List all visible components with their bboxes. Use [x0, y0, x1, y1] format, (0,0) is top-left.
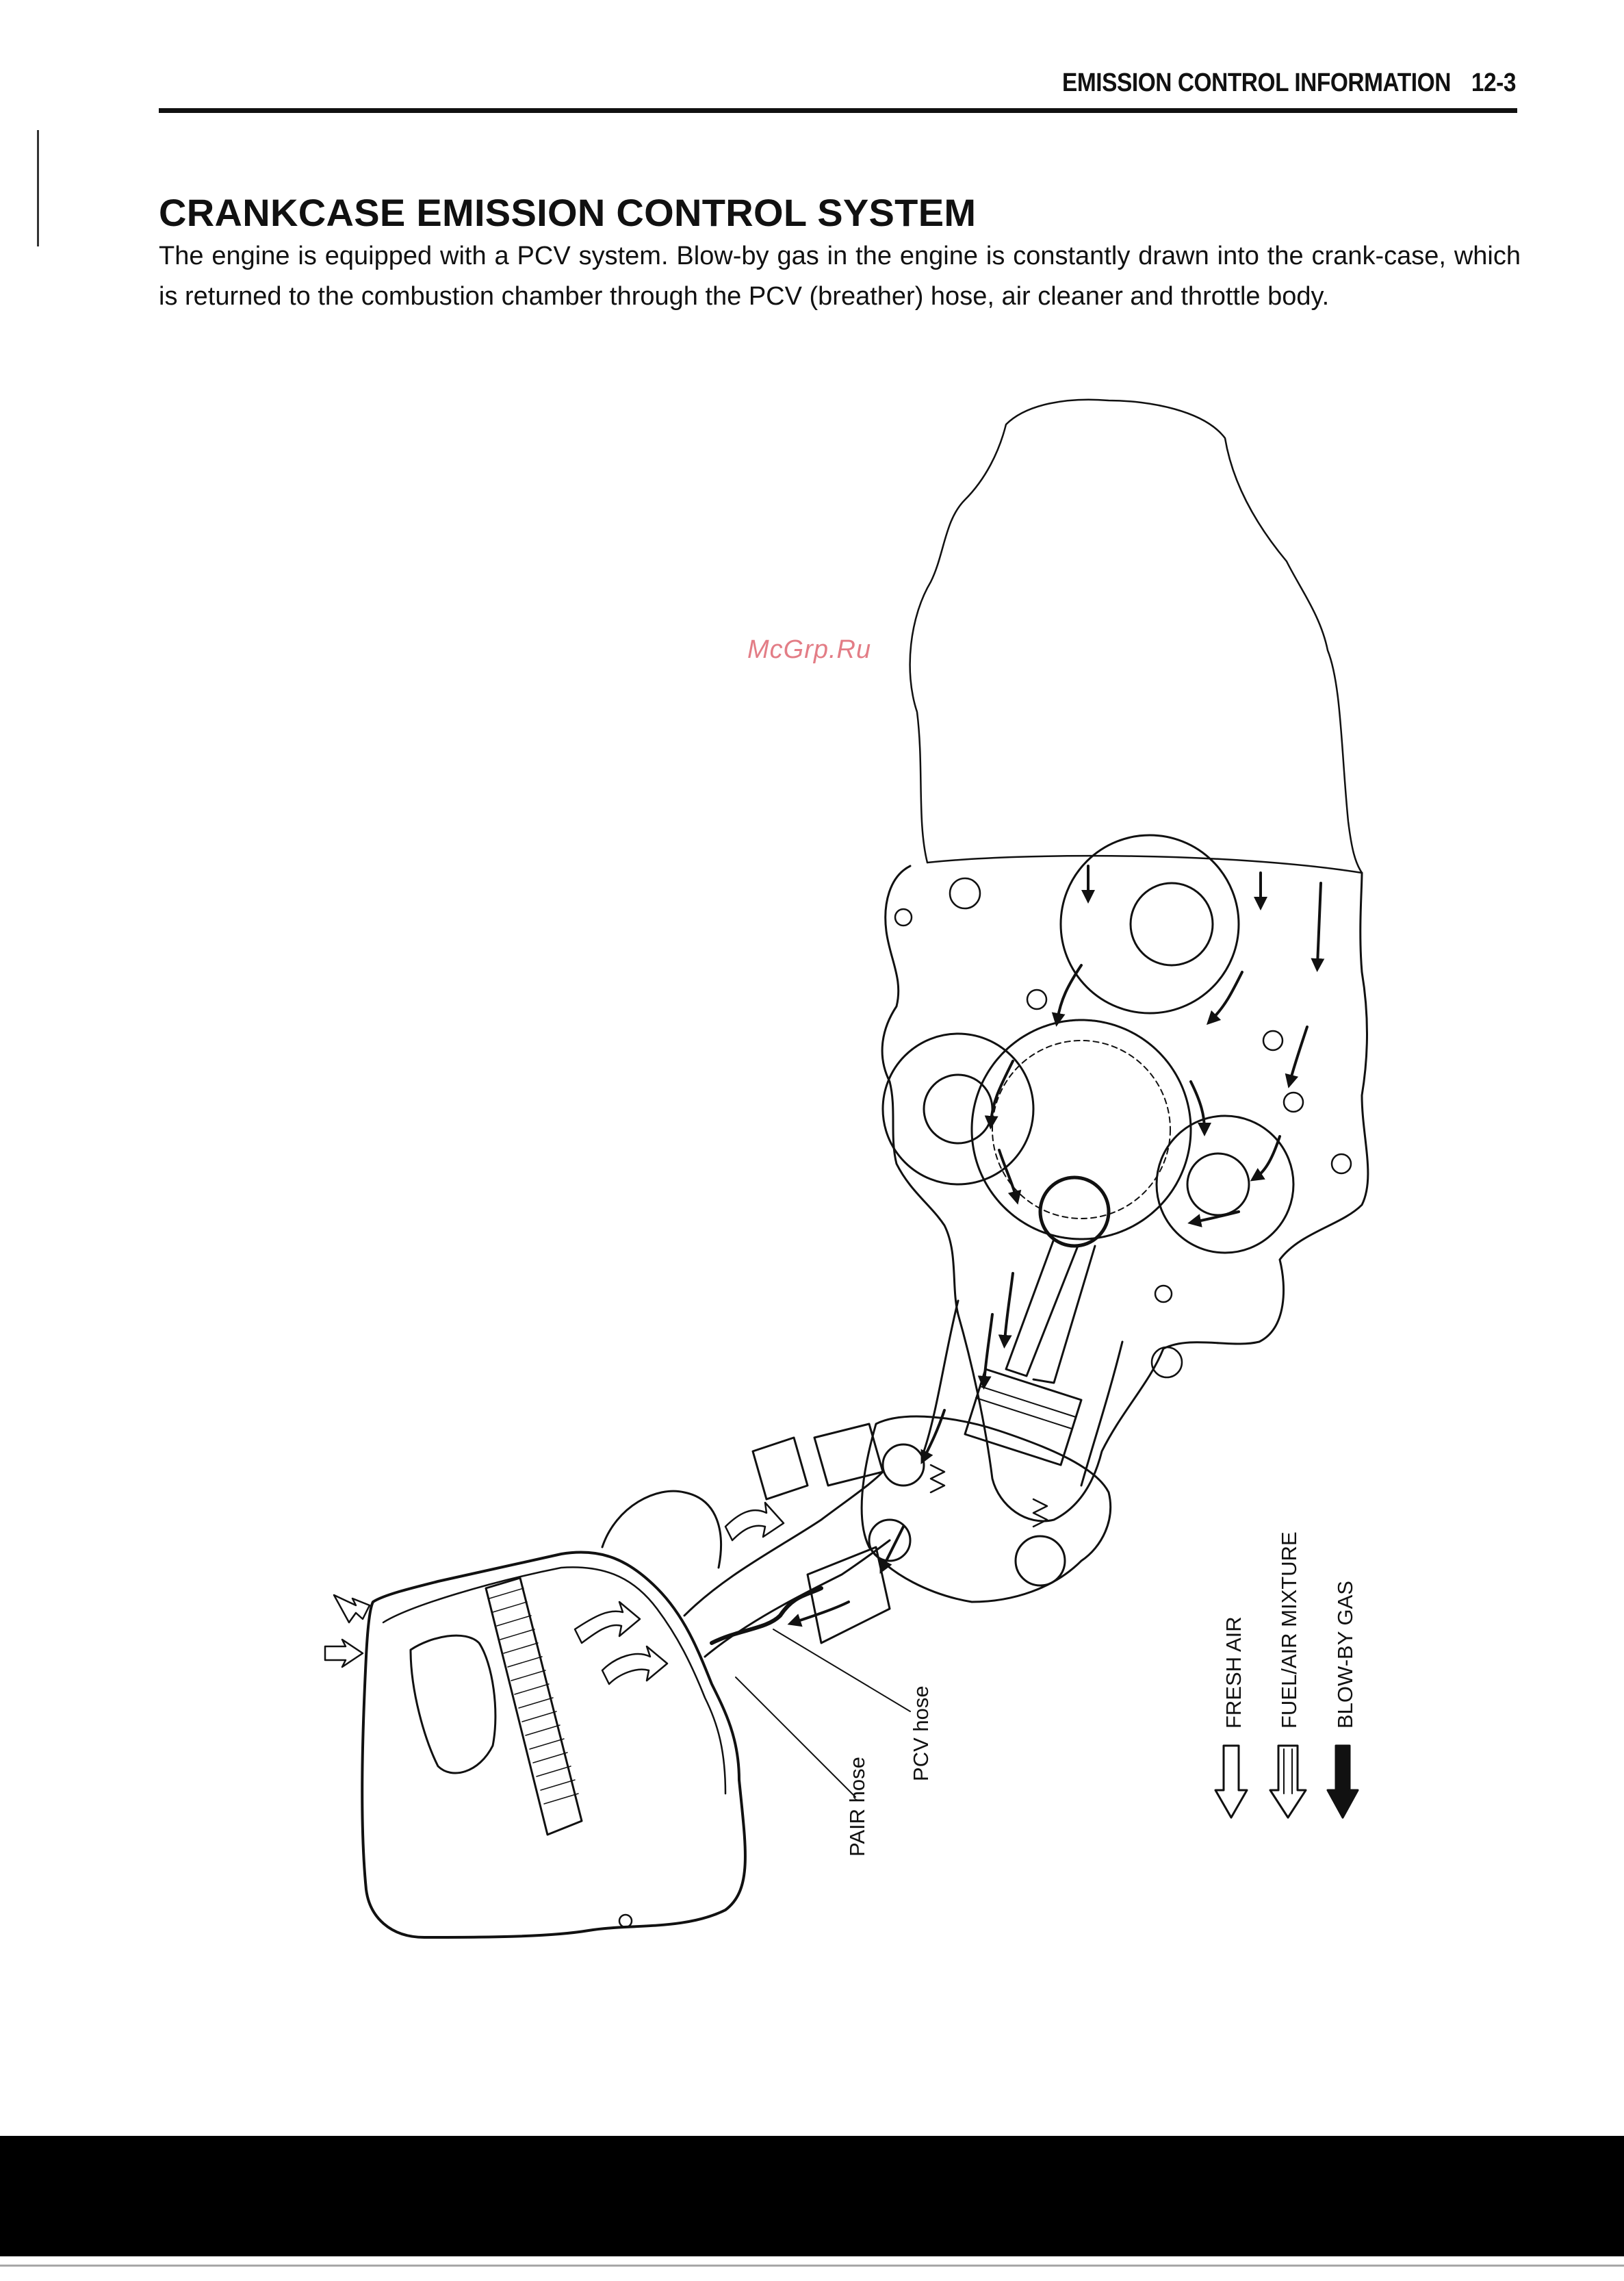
legend-fuel-air-label: FUEL/AIR MIXTURE	[1277, 1531, 1301, 1729]
bolt-boss-7	[1155, 1286, 1172, 1302]
connecting-rod	[1006, 1239, 1095, 1383]
bolt-boss-3	[1027, 990, 1046, 1009]
crank-web	[972, 1020, 1191, 1239]
cylinder-wall	[924, 1301, 1122, 1486]
section-title: EMISSION CONTROL INFORMATION	[1061, 68, 1451, 97]
blow-by-arrows	[794, 866, 1321, 1622]
section-heading: CRANKCASE EMISSION CONTROL SYSTEM	[159, 191, 977, 234]
bolt-boss-9	[1332, 1154, 1351, 1173]
pair-hose-label-group	[845, 1531, 1357, 1857]
drain-plug	[619, 1915, 632, 1927]
legend-fuel-air-arrow	[1270, 1746, 1306, 1818]
body-paragraph: The engine is equipped with a PCV system. Blow-by gas in the engine is constantly drawn into the crank-case, which is returned to the combustion chamber through the PCV (breather) hose, air cleaner and throttle body.	[159, 242, 1521, 311]
crank-pin	[1040, 1177, 1109, 1246]
running-header	[1025, 68, 1516, 103]
air-filter-element	[486, 1578, 582, 1835]
head-cover-line	[927, 856, 1362, 873]
air-cleaner-box	[362, 1552, 745, 1937]
crank-web-inner	[992, 1041, 1170, 1219]
legend-blow-by-arrow	[1328, 1746, 1358, 1818]
page-number: 12-3	[1471, 68, 1516, 97]
bolt-boss-4	[1263, 1031, 1283, 1050]
bolt-boss-5	[1284, 1093, 1303, 1112]
pcv-hose-label: PCV hose	[909, 1685, 933, 1781]
pcv-hose-leader	[773, 1629, 910, 1711]
margin-mark	[37, 130, 39, 246]
right-gear-hub	[1187, 1154, 1249, 1215]
footer-scan-line	[0, 2265, 1624, 2267]
legend-fresh-air-label: FRESH AIR	[1222, 1616, 1246, 1729]
left-gear	[883, 1034, 1033, 1184]
air-duct	[602, 1491, 721, 1568]
pair-hose-leader	[736, 1677, 855, 1797]
legend-blow-by-label: BLOW-BY GAS	[1333, 1581, 1357, 1729]
intake-funnel	[411, 1635, 495, 1773]
footer-band	[0, 2136, 1624, 2256]
intake-runner	[684, 1472, 890, 1657]
throttle-body	[808, 1547, 890, 1643]
generator-hub	[1131, 883, 1213, 965]
pair-hose-label: PAIR hose	[845, 1757, 869, 1857]
bolt-boss-6	[883, 1444, 924, 1486]
crankcase-outline	[882, 866, 1368, 1521]
bolt-boss-2	[895, 909, 912, 926]
air-filter-pleats	[489, 1588, 578, 1804]
watermark: McGrp.Ru	[747, 635, 872, 664]
legend-fresh-air-arrow	[1215, 1746, 1247, 1818]
upper-housing-outline	[910, 400, 1362, 873]
valve-springs	[931, 1465, 1047, 1527]
bolt-boss-1	[950, 878, 980, 908]
header-rule	[159, 108, 1517, 113]
engine-cutaway-diagram	[301, 383, 1396, 1972]
camshaft	[1016, 1536, 1065, 1585]
